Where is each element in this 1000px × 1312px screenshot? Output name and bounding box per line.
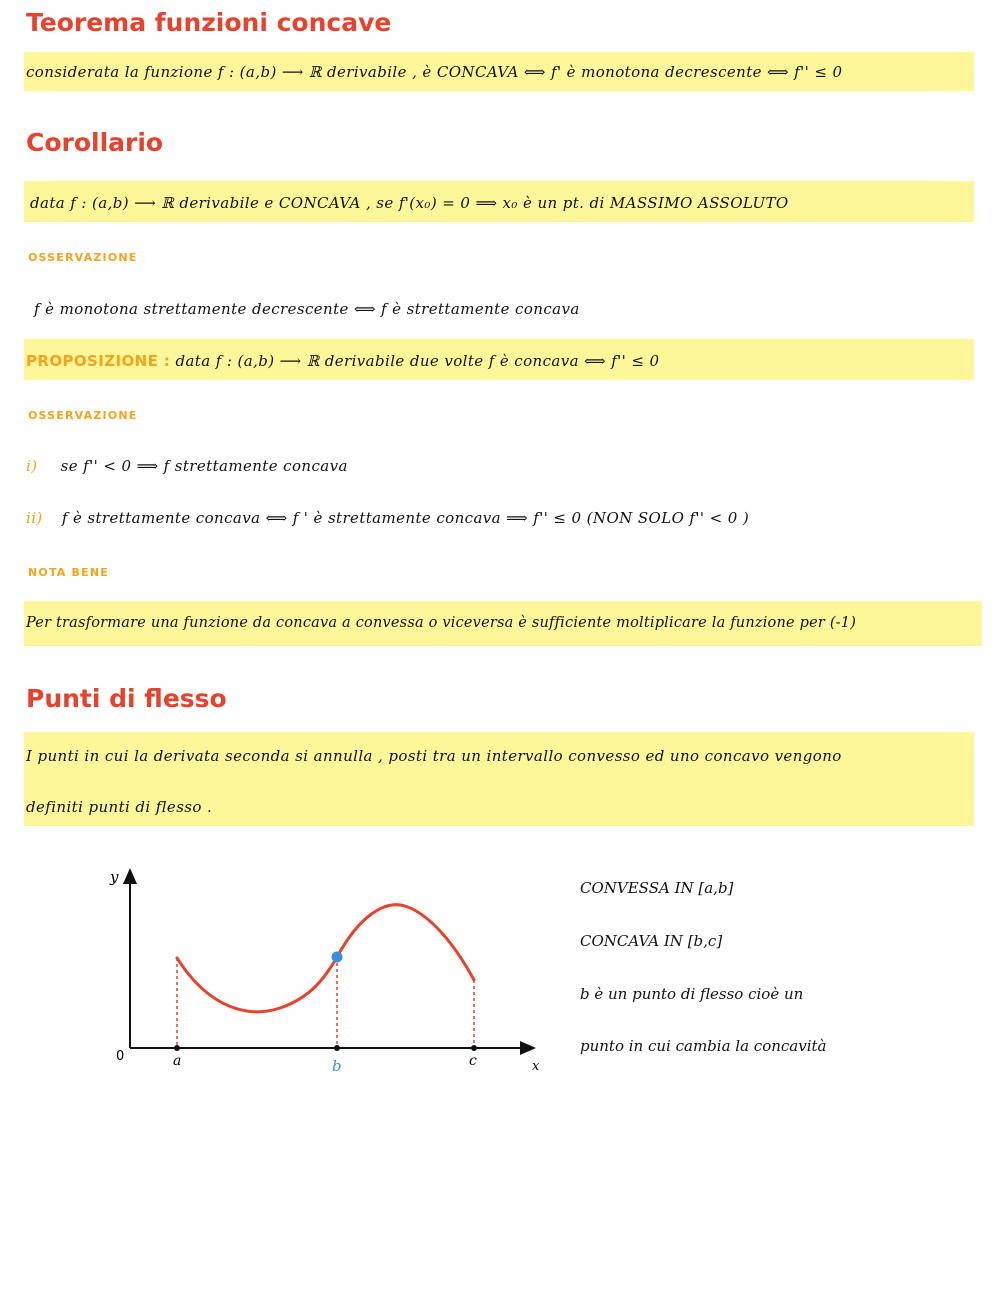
proposition-label: PROPOSIZIONE : (26, 352, 171, 370)
item-i-marker: i) (26, 457, 38, 475)
x-label: x (532, 1059, 540, 1074)
corollary-statement: data f : (a,b) ⟶ ℝ derivabile e CONCAVA , se f'(x₀) = 0 ⟹ x₀ è un pt. di MASSIMO ASSOLUTO (30, 194, 789, 212)
observation-text-1: f è monotona strettamente decrescente ⟺ f è strettamente concava (34, 300, 580, 318)
side-note-concave: CONCAVA IN [b,c] (580, 932, 723, 950)
proposition-line (26, 352, 659, 370)
theorem-title: Teorema funzioni concave (26, 8, 392, 37)
observation-label-1: OSSERVAZIONE (28, 251, 138, 264)
corollary-title: Corollario (26, 128, 164, 157)
function-curve (177, 905, 474, 1012)
theorem-statement: considerata la funzione f : (a,b) ⟶ ℝ derivabile , è CONCAVA ⟺ f' è monotona decrescente ⟺ f'' ≤ 0 (26, 63, 843, 81)
nota-bene-label: NOTA BENE (28, 566, 109, 579)
y-label: y (110, 868, 119, 886)
inflection-title: Punti di flesso (26, 684, 227, 713)
observation-label-2: OSSERVAZIONE (28, 409, 138, 422)
x-axis-arrow-icon (520, 1041, 536, 1055)
inflection-definition-line2: definiti punti di flesso . (26, 798, 213, 816)
point-b-marker (334, 1045, 340, 1051)
point-c-marker (471, 1045, 477, 1051)
item-ii-text: f è strettamente concava ⟺ f ' è strettamente concava ⟹ f'' ≤ 0 (NON SOLO f'' < 0 ) (61, 509, 750, 527)
side-note-convex: CONVESSA IN [a,b] (580, 879, 734, 897)
inflection-definition-line1: I punti in cui la derivata seconda si annulla , posti tra un intervallo convesso ed uno concavo vengono (26, 747, 842, 765)
label-a: a (173, 1053, 182, 1069)
item-ii-marker: ii) (26, 509, 43, 527)
origin-label: 0 (116, 1049, 125, 1064)
side-note-inflection-1: b è un punto di flesso cioè un (580, 985, 804, 1003)
y-axis-arrow-icon (123, 868, 137, 884)
nota-bene-text: Per trasformare una funzione da concava a convessa o viceversa è sufficiente moltiplicare la funzione per (-1) (26, 615, 857, 631)
inflection-graph (100, 860, 550, 1085)
label-c: c (469, 1053, 477, 1069)
inflection-point (332, 952, 343, 963)
point-a-marker (174, 1045, 180, 1051)
label-b: b (332, 1057, 342, 1075)
observation-item-i (26, 457, 348, 475)
side-note-inflection-2: punto in cui cambia la concavità (580, 1037, 827, 1055)
item-i-text: se f'' < 0 ⟹ f strettamente concava (60, 457, 348, 475)
proposition-text: data f : (a,b) ⟶ ℝ derivabile due volte f è concava ⟺ f'' ≤ 0 (175, 352, 660, 370)
observation-item-ii (26, 509, 749, 527)
